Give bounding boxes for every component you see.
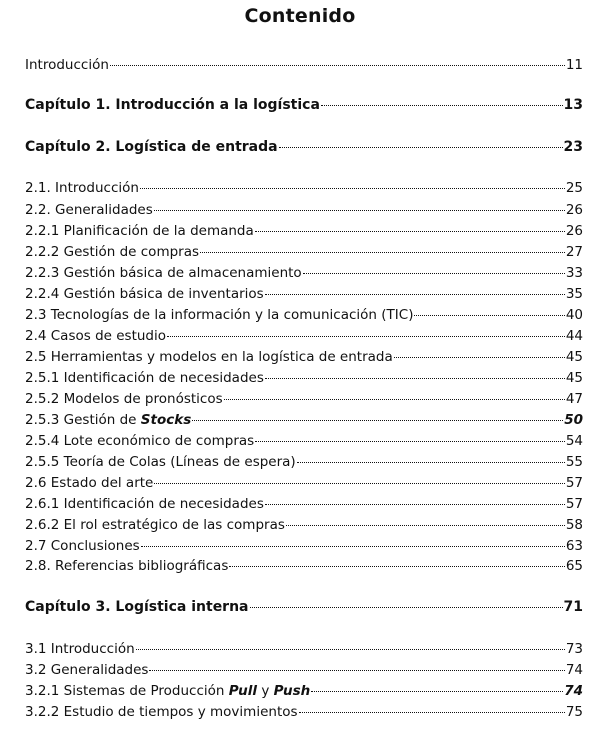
toc-entry-label: 2.2.4 Gestión básica de inventarios — [25, 286, 264, 302]
dot-leader — [286, 525, 565, 526]
toc-entry-2-6-2[interactable] — [25, 516, 583, 534]
toc-entry-label: Introducción — [25, 57, 109, 73]
toc-page-number: 35 — [565, 286, 583, 302]
toc-page-number: 71 — [563, 599, 583, 615]
toc-entry-label: 3.2 Generalidades — [25, 662, 149, 678]
dot-leader — [149, 670, 564, 671]
toc-entry-capitulo-3[interactable] — [25, 598, 583, 616]
toc-entry-label: 2.2.3 Gestión básica de almacenamiento — [25, 265, 302, 281]
toc-entry-2-5-2[interactable] — [25, 390, 583, 408]
dot-leader — [224, 399, 565, 400]
toc-entry-2-2-1[interactable] — [25, 222, 583, 240]
toc-entry-label: 2.6.2 El rol estratégico de las compras — [25, 517, 285, 533]
toc-entry-label: 2.6.1 Identificación de necesidades — [25, 496, 264, 512]
dot-leader — [311, 691, 563, 692]
dot-leader — [110, 65, 565, 66]
toc-entry-3-2-1[interactable] — [25, 682, 583, 700]
toc-entry-label — [25, 411, 191, 429]
toc-entry-2-5-1[interactable] — [25, 369, 583, 387]
dot-leader — [255, 441, 565, 442]
toc-entry-3-2-2[interactable] — [25, 703, 583, 721]
toc-entry-label-plain: 3.2.1 Sistemas de Producción — [25, 683, 229, 699]
toc-entry-label: 2.1. Introducción — [25, 180, 139, 196]
toc-entry-label: 3.2.2 Estudio de tiempos y movimientos — [25, 704, 298, 720]
toc-entry-label — [25, 682, 310, 700]
toc-page-number: 65 — [565, 558, 583, 574]
toc-page-number: 57 — [565, 496, 583, 512]
toc-entry-3-1[interactable] — [25, 640, 583, 658]
toc-page-number: 23 — [563, 139, 583, 155]
toc-entry-label: 3.1 Introducción — [25, 641, 135, 657]
toc-entry-2-5-3[interactable] — [25, 411, 583, 429]
toc-page-number: 58 — [565, 517, 583, 533]
toc-entry-label: 2.6 Estado del arte — [25, 475, 154, 491]
toc-page-number: 54 — [565, 433, 583, 449]
toc-page-number: 27 — [565, 244, 583, 260]
dot-leader — [265, 294, 565, 295]
dot-leader — [141, 546, 565, 547]
toc-entry-2-8[interactable] — [25, 557, 583, 575]
toc-page-number: 63 — [565, 538, 583, 554]
toc-page-number: 33 — [565, 265, 583, 281]
toc-entry-2-4[interactable] — [25, 327, 583, 345]
toc-page-number: 75 — [565, 704, 583, 720]
toc-page-number: 47 — [565, 391, 583, 407]
toc-entry-capitulo-1[interactable] — [25, 96, 583, 114]
toc-page-number: 50 — [564, 412, 583, 428]
toc-entry-label: 2.5.1 Identificación de necesidades — [25, 370, 264, 386]
toc-entry-2-5[interactable] — [25, 348, 583, 366]
toc-entry-label-plain: 2.5.3 Gestión de — [25, 412, 141, 428]
toc-entry-label: 2.8. Referencias bibliográficas — [25, 558, 229, 574]
toc-page-number: 74 — [564, 683, 583, 699]
toc-page-number: 73 — [565, 641, 583, 657]
toc-entry-2-2-3[interactable] — [25, 264, 583, 282]
page-title: Contenido — [244, 5, 356, 27]
toc-entry-label-emphasis: Stocks — [140, 412, 192, 428]
toc-entry-label-emphasis: Pull — [228, 683, 258, 699]
dot-leader — [279, 147, 563, 148]
toc-entry-2-2-4[interactable] — [25, 285, 583, 303]
toc-entry-label-emphasis: Push — [273, 683, 311, 699]
toc-entry-2-2-2[interactable] — [25, 243, 583, 261]
toc-entry-label: 2.5.2 Modelos de pronósticos — [25, 391, 223, 407]
dot-leader — [297, 462, 565, 463]
dot-leader — [192, 420, 563, 421]
dot-leader — [414, 315, 564, 316]
dot-leader — [140, 188, 565, 189]
toc-entry-2-7[interactable] — [25, 537, 583, 555]
toc-page-number: 26 — [565, 202, 583, 218]
toc-entry-label: 2.2.1 Planificación de la demanda — [25, 223, 254, 239]
dot-leader — [154, 210, 565, 211]
toc-page-number: 74 — [565, 662, 583, 678]
toc-page-number: 45 — [565, 370, 583, 386]
dot-leader — [321, 105, 563, 106]
toc-page-number: 26 — [565, 223, 583, 239]
toc-entry-label: 2.2. Generalidades — [25, 202, 153, 218]
dot-leader — [394, 357, 565, 358]
toc-page-number: 25 — [565, 180, 583, 196]
dot-leader — [303, 273, 565, 274]
toc-page-number: 55 — [565, 454, 583, 470]
toc-entry-label: 2.2.2 Gestión de compras — [25, 244, 200, 260]
dot-leader — [167, 336, 565, 337]
toc-entry-2-6[interactable] — [25, 474, 583, 492]
toc-entry-3-2[interactable] — [25, 661, 583, 679]
dot-leader — [265, 378, 565, 379]
toc-entry-introduccion[interactable] — [25, 56, 583, 74]
dot-leader — [255, 231, 565, 232]
dot-leader — [299, 712, 565, 713]
toc-entry-2-5-5[interactable] — [25, 453, 583, 471]
toc-page-number: 13 — [563, 97, 583, 113]
toc-entry-label: 2.5.4 Lote económico de compras — [25, 433, 255, 449]
toc-entry-label: Capítulo 3. Logística interna — [25, 599, 249, 615]
dot-leader — [265, 504, 565, 505]
toc-entry-2-2[interactable] — [25, 201, 583, 219]
dot-leader — [154, 483, 564, 484]
toc-entry-label: 2.5.5 Teoría de Colas (Líneas de espera) — [25, 454, 296, 470]
toc-page-number: 40 — [565, 307, 583, 323]
dot-leader — [229, 566, 564, 567]
toc-entry-2-6-1[interactable] — [25, 495, 583, 513]
toc-entry-label: 2.3 Tecnologías de la información y la comunicación (TIC) — [25, 307, 414, 323]
toc-entry-label: Capítulo 1. Introducción a la logística — [25, 97, 320, 113]
toc-entry-2-1[interactable] — [25, 179, 583, 197]
dot-leader — [200, 252, 565, 253]
toc-page-number: 45 — [565, 349, 583, 365]
toc-page-number: 44 — [565, 328, 583, 344]
toc-page-number: 11 — [565, 57, 583, 73]
toc-entry-label: 2.5 Herramientas y modelos en la logística de entrada — [25, 349, 393, 365]
toc-entry-2-5-4[interactable] — [25, 432, 583, 450]
dot-leader — [250, 607, 563, 608]
toc-entry-label-connector: y — [257, 683, 274, 699]
toc-page-number: 57 — [565, 475, 583, 491]
dot-leader — [136, 649, 565, 650]
toc-entry-label: 2.4 Casos de estudio — [25, 328, 167, 344]
toc-entry-label: 2.7 Conclusiones — [25, 538, 140, 554]
toc-entry-label: Capítulo 2. Logística de entrada — [25, 139, 278, 155]
toc-entry-capitulo-2[interactable] — [25, 138, 583, 156]
toc-entry-2-3[interactable] — [25, 306, 583, 324]
